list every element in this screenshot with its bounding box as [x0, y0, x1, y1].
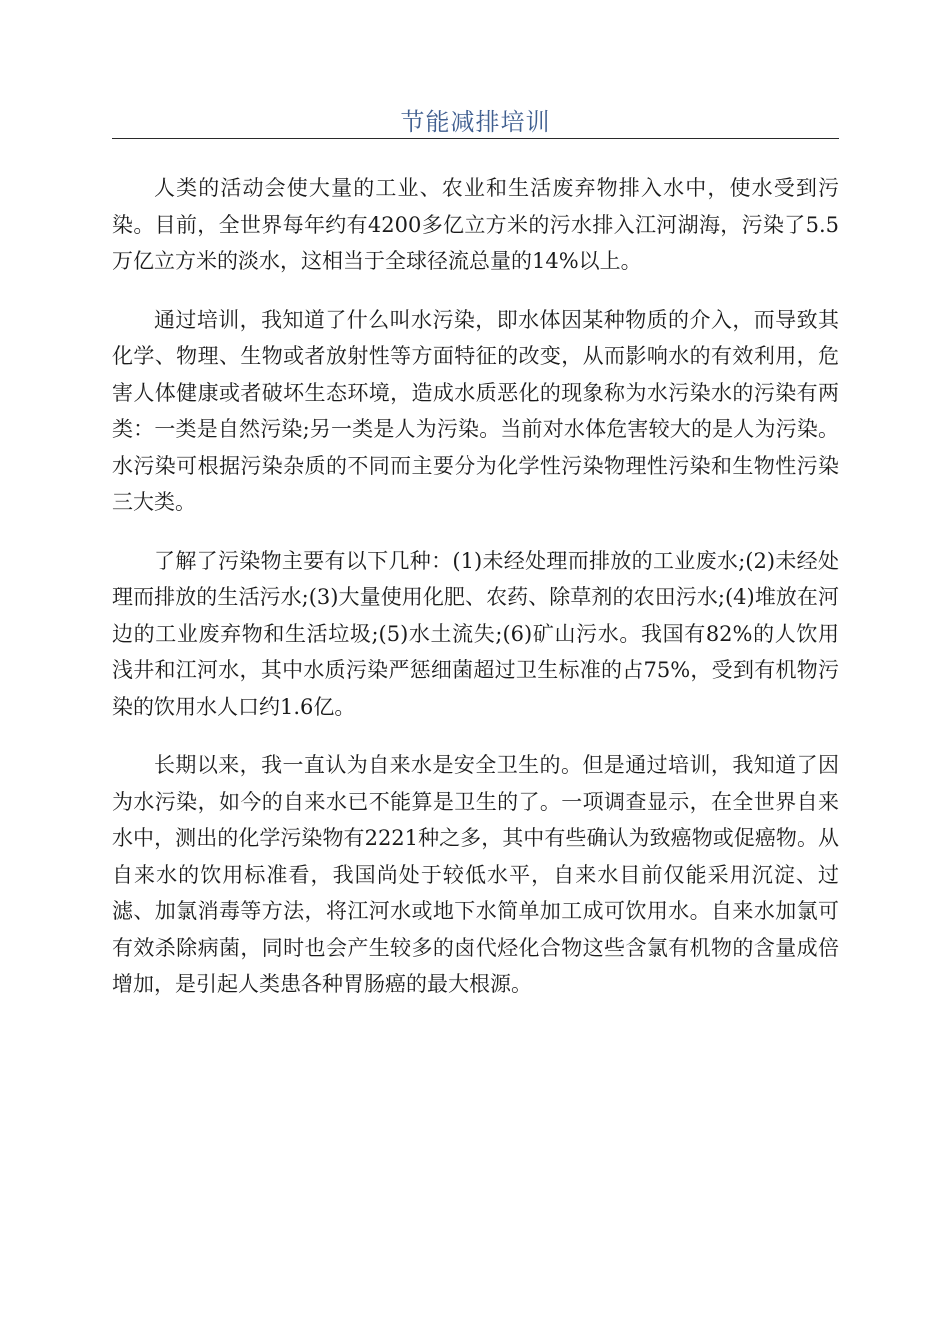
paragraph-water-pollution-intro: 人类的活动会使大量的工业、农业和生活废弃物排入水中，使水受到污染。目前，全世界每年约有4200多亿立方米的污水排入江河湖海，污染了5.5万亿立方米的淡水，这相当于全球径流总量的14%以上。	[112, 176, 839, 273]
document-header	[112, 104, 839, 139]
document-title: 节能减排培训	[400, 108, 551, 136]
paragraph-pollutant-types: 了解了污染物主要有以下几种：(1)未经处理而排放的工业废水;(2)未经处理而排放的生活污水;(3)大量使用化肥、农药、除草剂的农田污水;(4)堆放在河边的工业废弃物和生活垃圾;(5)水土流失;(6)矿山污水。我国有82%的人饮用浅井和江河水，其中水质污染严惩细菌超过卫生标准的占75%，受到有机物污染的饮用水人口约1.6亿。	[112, 548, 839, 719]
paragraph-water-pollution-definition: 通过培训，我知道了什么叫水污染，即水体因某种物质的介入，而导致其化学、物理、生物或者放射性等方面特征的改变，从而影响水的有效利用，危害人体健康或者破坏生态环境，造成水质恶化的现象称为水污染水的污染有两类：一类是自然污染;另一类是人为污染。当前对水体危害较大的是人为污染。水污染可根据污染杂质的不同而主要分为化学性污染物理性污染和生物性污染三大类。	[112, 307, 839, 514]
document-body	[112, 170, 839, 1025]
paragraph-tap-water: 长期以来，我一直认为自来水是安全卫生的。但是通过培训，我知道了因为水污染，如今的自来水已不能算是卫生的了。一项调查显示，在全世界自来水中，测出的化学污染物有2221种之多，其中有些确认为致癌物或促癌物。从自来水的饮用标准看，我国尚处于较低水平，自来水目前仅能采用沉淀、过滤、加氯消毒等方法，将江河水或地下水简单加工成可饮用水。自来水加氯可有效杀除病菌，同时也会产生较多的卤代烃化合物这些含氯有机物的含量成倍增加，是引起人类患各种胃肠癌的最大根源。	[112, 753, 839, 996]
